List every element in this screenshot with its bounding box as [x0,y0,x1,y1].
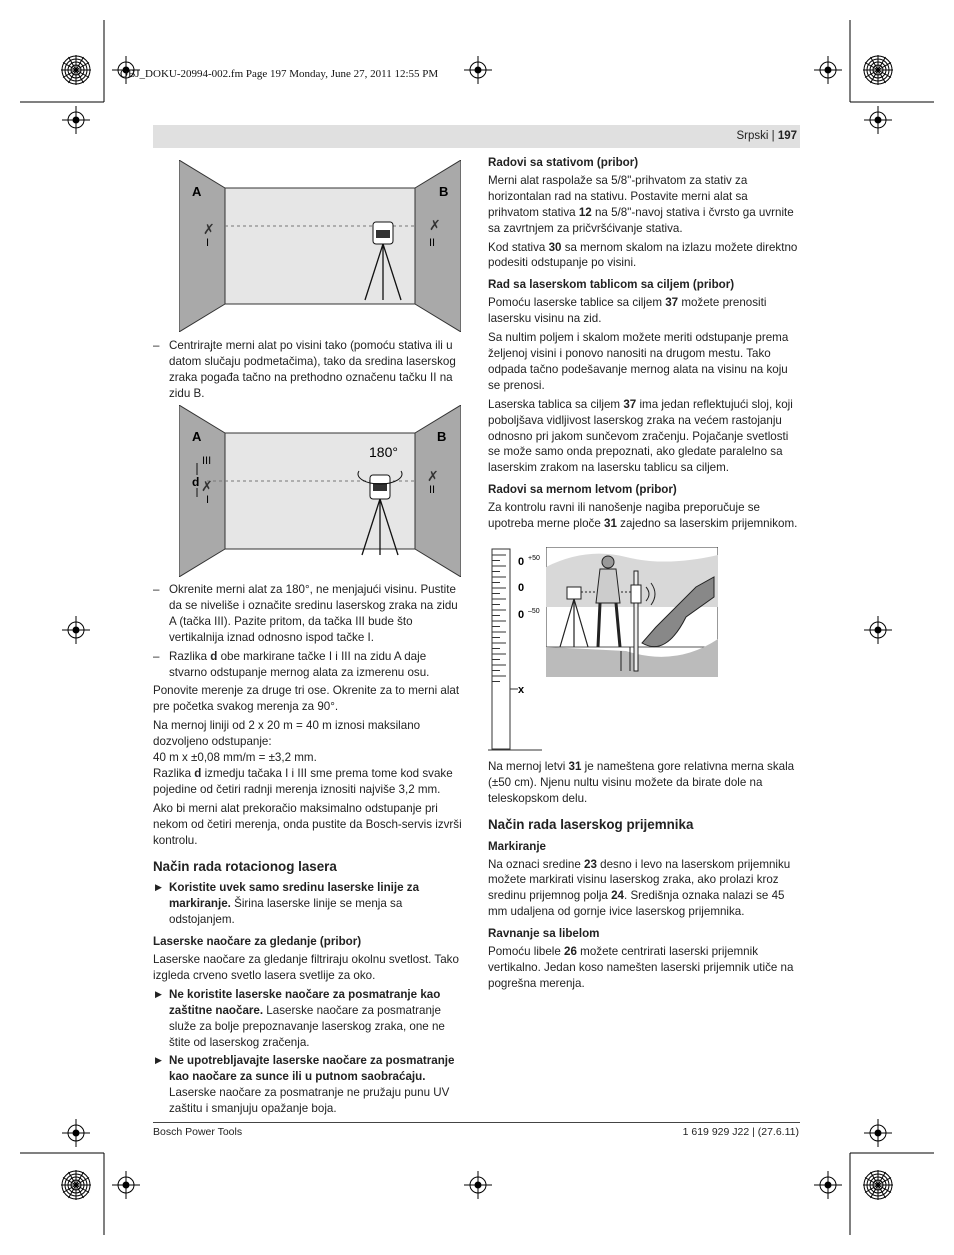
instruction-center-height: – Centrirajte merni alat po visini tako (pomoću stativa ili u datom slučaju podmetačima), tako da sredina laserskog zraka pogađa tačno na prethodno označenu tačku II na zidu B. [153,338,463,402]
fig2-mark-d: d [192,475,200,489]
para-glasses: Laserske naočare za gledanje filtriraju okolnu svetlost. Tako izgleda crveno svetlo lasera svetlije za oko. [153,953,459,982]
para-marking: Na oznaci sredine 23 desno i levo na laserskom prijemniku možete markirati visinu laserskog zraka, ako prolazi kroz sredinu prijemnog polja 24. Središnja oznaka nalazi se 45 mm udaljena od gornje ivice laserskog prijemnika. [488,857,791,919]
fig2-angle: 180° [369,444,398,460]
footer-brand: Bosch Power Tools [153,1126,243,1138]
bullet-laser-center: ▶ Koristite uvek samo sredinu laserske linije za markiranje. Širina laserske linije se menja sa odstojanjem. [153,880,465,928]
fig2-mark-ii: II [429,484,436,496]
fig1-mark-x-b: ✗ [429,217,441,233]
footer-divider [153,1122,800,1123]
para-repeat: Ponovite merenje za druge tri ose. Okrenite za to merni alat pre početka svakog merenja za 90°. [153,684,460,714]
rod-mark-x: x [518,684,525,696]
heading-tripod: Radovi sa stativom (pribor) [488,156,639,169]
fig1-mark-i: I [206,237,210,249]
fig2-mark-x-a: ✗ [201,478,213,494]
fig1-mark-x-a: ✗ [203,221,215,237]
heading-rotation-mode: Način rada rotacionog lasera [153,858,337,874]
heading-measuring-rod: Radovi sa mernom letvom (pribor) [488,483,677,497]
heading-target-plate: Rad sa laserskom tablicom sa ciljem (pribor) [488,278,735,292]
right-column-lower [488,759,800,995]
para-reflective: Laserska tablica sa ciljem 37 ima jedan reflektujući sloj, koji poboljšava vidljivost laserskog zraka na većem rastojanju odnosno pri jakom sunčevom zračenju. Pojačanje svetlosti se može samo onda prepoznati, ako gledate paralelno sa laserskim zrakom na lasersku tablicu sa ciljem. [488,397,793,475]
heading-leveling: Ravnanje sa libelom [488,927,600,941]
heading-laser-glasses: Laserske naočare za gledanje (pribor) [153,935,362,949]
fig1-label-b: B [439,184,449,199]
para-formula: 40 m x ±0,08 mm/m = ±3,2 mm. [153,751,317,765]
rod-scale-top-sup: +50 [528,555,540,562]
page-number: 197 [777,130,797,142]
figure-measuring-rod [488,545,548,753]
fig2-label-b: B [437,429,447,444]
left-column-lower [153,582,465,1120]
fig2-label-a: A [192,429,202,444]
para-service: Ako bi merni alat prekoračio maksimalno odstupanje pri nekom od četiri merenja, onda pustite da Bosch-servis izvrši kontrolu. [153,801,462,847]
rod-scale-top: 0 [518,556,525,568]
rod-scale-bot: 0 [518,609,525,621]
header-language: Srpski [736,130,769,142]
footer-doc-id: 1 619 929 J22 | (27.6.11) [682,1126,799,1138]
left-column-upper [153,338,463,405]
fig1-label-a: A [192,184,202,199]
instruction-difference: – Razlika d obe markirane tačke I i III na zidu A daje stvarno odstupanje mernog alata za izmerenu osu. [153,649,465,681]
rod-scale-mid: 0 [518,582,525,594]
heading-receiver-mode: Način rada laserskog prijemnika [488,816,694,832]
fig2-mark-iii: III [202,455,212,467]
rod-scale-bot-sup: –50 [528,608,540,615]
fig2-mark-i: I [206,494,210,506]
para-max-deviation: Na mernoj liniji od 2 x 20 m = 40 m iznosi maksilano dozvoljeno odstupanje: [153,719,421,749]
fig1-mark-ii: II [429,237,436,249]
page-header-bar [153,125,800,148]
para-zero-field: Sa nultim poljem i skalom možete meriti odstupanje prema željenoj visini i ponovo nanositi na drugom mestu. Tako odpada tačno podešavanje mernog alata na visinu na koju se prenosi. [488,331,789,392]
right-column-upper [488,155,800,535]
para-rod: Za kontrolu ravni ili nanošenje nagiba preporučuje se upotreba merne ploče 31 zajedno sa laserskim prijemnikom. [488,501,798,531]
figure-site-illustration [546,547,718,677]
para-target-plate: Pomoću laserske tablice sa ciljem 37 možete prenositi lasersku visinu na zid. [488,296,767,326]
para-tripod-30: Kod stativa 30 sa mernom skalom na izlazu možete direktno podesiti odstupanje po visini. [488,240,798,270]
figure-wall-calibration-2 [179,405,461,577]
para-rod-scale: Na mernoj letvi 31 je nameštena gore relativna merna skala (±50 cm). Njenu nultu visinu možete da birate dole na teleskopskom delu. [488,760,795,805]
figure-wall-calibration-1 [179,160,461,332]
bullet-not-sunglasses: ▶ Ne upotrebljavajte laserske naočare za posmatranje kao naočare za sunce ili u putnom saobraćaju. Laserske naočare za posmatranje ne pružaju punu UV zaštitu i smanjuju opažanje boja. [153,1053,465,1117]
fig2-mark-x-b: ✗ [427,468,439,484]
page-header [736,130,797,142]
para-tripod: Merni alat raspolaže sa 5/8"-prihvatom za stativ za horizontalan rad na stativu. Postavite merni alat sa prihvatom stativa 12 na 5/8"-navoj stativa i čvrsto ga uvrnite sa zavrtnjem za pričvršćivanje stativa. [488,173,794,235]
heading-marking: Markiranje [488,839,546,853]
print-header: OBJ_DOKU-20994-002.fm Page 197 Monday, June 27, 2011 12:55 PM [120,68,439,80]
instruction-rotate-180: – Okrenite merni alat za 180°, ne menjajući visinu. Pustite da se niveliše i označite sredinu laserskog zraka na zidu A (tačka III). Pazite pritom, da tačka III bude što vertikalnija iznad odnosno ispod tačke I. [153,582,465,646]
bullet-not-protective: ▶ Ne koristite laserske naočare za posmatranje kao zaštitne naočare. Laserske naočare za posmatranje služe za bolje prepoznavanje laserskog zraka, one ne štite od laserskog zračenja. [153,987,465,1051]
para-leveling: Pomoću libele 26 možete centrirati laserski prijemnik vertikalno. Jedan koso namešten laserski prijemnik utiče na pogrešna merenja. [488,945,794,990]
para-difference-d: Razlika d izmedju tačaka I i III sme prema tome kod svake pojedine od četiri radnji merenja iznositi najviše 3,2 mm. [153,766,453,796]
header-separator: | [771,130,775,142]
